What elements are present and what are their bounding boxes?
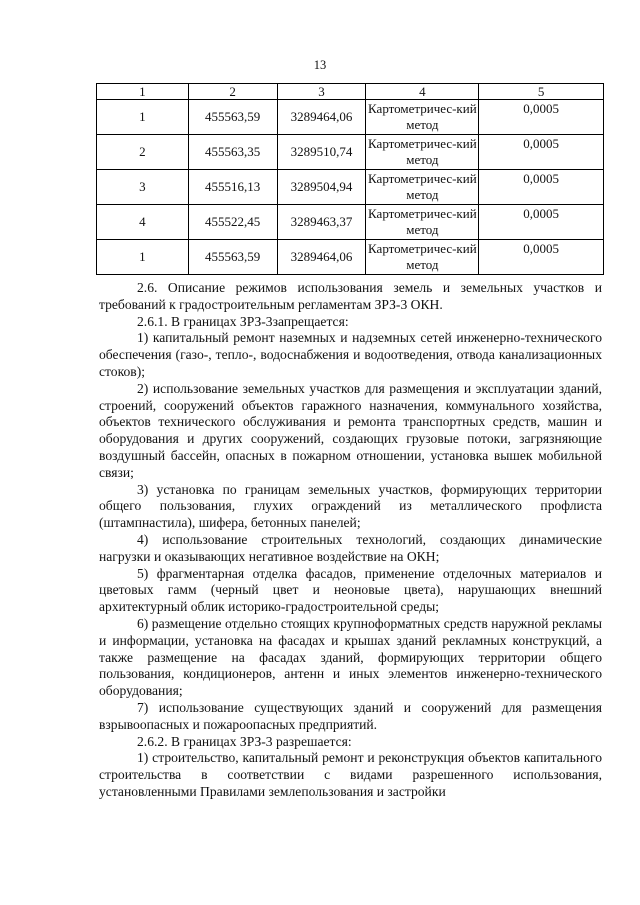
section-heading-2-6: 2.6. Описание режимов использования земель и земельных участков и требований к градостроительным регламентам ЗРЗ-3 ОКН.: [99, 280, 602, 312]
method-cell: Картометричес-кий метод: [366, 205, 479, 240]
list-item: 4) использование строительных технологий, создающих динамические нагрузки и оказывающих негативное воздействие на ОКН;: [99, 531, 602, 564]
x-coordinate-cell: 455516,13: [188, 170, 277, 205]
point-number-cell: 1: [97, 240, 189, 275]
y-coordinate-cell: 3289464,06: [277, 100, 366, 135]
precision-cell: 0,0005: [479, 170, 604, 205]
table-header-cell: 3: [277, 84, 366, 100]
x-coordinate-cell: 455563,59: [188, 100, 277, 135]
method-cell: Картометричес-кий метод: [366, 100, 479, 135]
point-number-cell: 1: [97, 100, 189, 135]
document-body: [99, 280, 602, 801]
table-header-row: [97, 84, 604, 100]
subsection-heading-2-6-2: 2.6.2. В границах ЗРЗ-3 разрешается:: [137, 733, 352, 749]
list-item: 7) использование существующих зданий и сооружений для размещения взрывоопасных и пожароопасных предприятий.: [99, 699, 602, 732]
precision-cell: 0,0005: [479, 240, 604, 275]
x-coordinate-cell: 455522,45: [188, 205, 277, 240]
y-coordinate-cell: 3289504,94: [277, 170, 366, 205]
y-coordinate-cell: 3289510,74: [277, 135, 366, 170]
table-header-cell: 4: [366, 84, 479, 100]
method-cell: Картометричес-кий метод: [366, 135, 479, 170]
table-row: [97, 205, 604, 240]
list-item: 5) фрагментарная отделка фасадов, применение отделочных материалов и цветовых гамм (черный цвет и неоновые цвета), нарушающих внешний архитектурный облик историко-градостроительной среды;: [99, 565, 602, 615]
list-item: 3) установка по границам земельных участков, формирующих территории общего пользования, глухих ограждений из металлического профлиста (штампнастила), шифера, бетонных панелей;: [99, 481, 602, 531]
table-row: [97, 135, 604, 170]
list-item: 1) капитальный ремонт наземных и надземных сетей инженерно-технического обеспечения (газо-, тепло-, водоснабжения и водоотведения, отвода канализационных стоков);: [99, 330, 602, 379]
point-number-cell: 3: [97, 170, 189, 205]
precision-cell: 0,0005: [479, 135, 604, 170]
x-coordinate-cell: 455563,59: [188, 240, 277, 275]
method-cell: Картометричес-кий метод: [366, 240, 479, 275]
table-row: [97, 240, 604, 275]
table-header-cell: 5: [479, 84, 604, 100]
table-header-cell: 2: [188, 84, 277, 100]
list-item: 1) строительство, капитальный ремонт и реконструкция объектов капитального строительства в соответствии с видами разрешенного использования, установленными Правилами землепользования и застройки: [99, 750, 602, 799]
table-row: [97, 170, 604, 205]
precision-cell: 0,0005: [479, 100, 604, 135]
y-coordinate-cell: 3289464,06: [277, 240, 366, 275]
x-coordinate-cell: 455563,35: [188, 135, 277, 170]
table-row: [97, 100, 604, 135]
method-cell: Картометричес-кий метод: [366, 170, 479, 205]
precision-cell: 0,0005: [479, 205, 604, 240]
page-number: 13: [313, 58, 327, 72]
point-number-cell: 2: [97, 135, 189, 170]
point-number-cell: 4: [97, 205, 189, 240]
y-coordinate-cell: 3289463,37: [277, 205, 366, 240]
list-item: 6) размещение отдельно стоящих крупноформатных средств наружной рекламы и информации, установка на фасадах и крышах зданий рекламных конструкций, а также размещение на фасадах зданий, формирующих территории общего пользования, кондиционеров, антенн и иных элементов инженерно-технического оборудования;: [99, 615, 602, 699]
subsection-heading-2-6-1: 2.6.1. В границах ЗРЗ-3запрещается:: [137, 313, 349, 329]
list-item: 2) использование земельных участков для размещения и эксплуатации зданий, строений, сооружений объектов гаражного назначения, коммунального хозяйства, объектов технического обслуживания и ремонта транспортных средств, машин и оборудования и других сооружений, создающих грузовые потоки, загрязняющие воздушный бассейн, опасных в пожарном отношении, установка вышек мобильной связи;: [99, 380, 602, 480]
coordinates-table: [96, 83, 604, 275]
table-header-cell: 1: [97, 84, 189, 100]
